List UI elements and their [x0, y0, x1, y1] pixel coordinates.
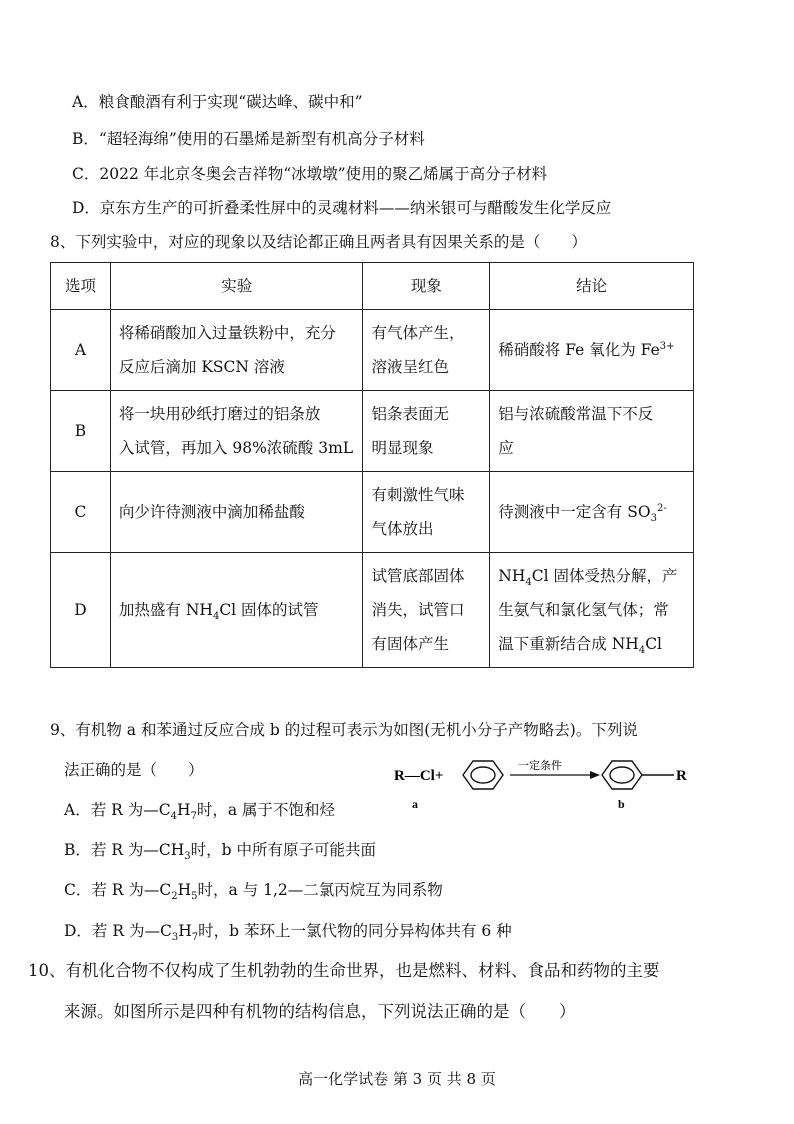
text-part: 时，b 中所有原子可能共面 — [190, 841, 377, 859]
table-row — [51, 391, 694, 472]
cell-line: 试管底部固体 — [371, 567, 465, 585]
formula-subscript: 2 — [171, 891, 178, 903]
text-part: Cl 固体的试管 — [219, 601, 319, 619]
q9-option-a — [64, 800, 336, 823]
row-phenomenon — [363, 553, 490, 668]
row-phenomenon — [363, 310, 490, 391]
q7-option-d: D．京东方生产的可折叠柔性屏中的灵魂材料——纳米银可与醋酸发生化学反应 — [72, 199, 612, 217]
text-part: Cl — [645, 635, 663, 653]
text-part: H — [176, 801, 191, 819]
reaction-scheme — [392, 756, 692, 816]
row-phenomenon — [363, 391, 490, 472]
cell-line: 消失，试管口 — [371, 601, 465, 619]
cell-line: 铝条表面无 — [371, 405, 449, 423]
row-phenomenon — [363, 472, 490, 553]
reaction-arrow-icon — [510, 771, 600, 779]
reaction-condition: 一定条件 — [518, 759, 562, 772]
table-row — [51, 310, 694, 391]
benzene-ring-icon — [463, 761, 503, 789]
text-part: H — [178, 922, 192, 940]
formula-subscript: 7 — [190, 811, 197, 823]
cell-line: 明显现象 — [371, 439, 434, 457]
text-part: Cl 固体受热分解，产 — [531, 567, 678, 585]
text-part: 时，b 苯环上一氯代物的同分异构体共有 6 种 — [198, 922, 512, 940]
row-option: C — [51, 472, 111, 553]
conclusion-text: 待测液中一定含有 SO — [498, 503, 651, 521]
charge-superscript: 3+ — [659, 340, 675, 352]
row-conclusion — [490, 472, 694, 553]
text-part: 时，a 与 1,2—二氯丙烷互为同系物 — [197, 881, 443, 899]
header-option: 选项 — [51, 263, 111, 310]
label-b: b — [618, 797, 625, 811]
conclusion-text: 稀硝酸将 Fe 氧化为 Fe — [498, 341, 660, 359]
formula-subscript: 3 — [184, 851, 191, 863]
formula-subscript: 5 — [191, 891, 198, 903]
cell-line: 应 — [498, 439, 514, 457]
cell-line — [498, 559, 685, 593]
row-experiment — [110, 310, 363, 391]
formula-subscript: 3 — [171, 932, 179, 944]
cell-line: 将稀硝酸加入过量铁粉中，充分 — [118, 324, 336, 342]
formula-subscript: 3 — [650, 513, 657, 525]
row-option: B — [51, 391, 111, 472]
text-part: NH — [498, 567, 526, 585]
row-conclusion — [490, 553, 694, 668]
q8-stem: 8、下列实验中，对应的现象以及结论都正确且两者具有因果关系的是（ ） — [50, 233, 587, 251]
row-option: A — [51, 310, 111, 391]
product-r-group: R — [676, 768, 687, 784]
cell-line: 有刺激性气味 — [371, 486, 465, 504]
formula-subscript: 4 — [212, 611, 220, 623]
q8-table — [50, 262, 694, 668]
q9-option-d — [64, 921, 512, 944]
text-part: H — [177, 881, 192, 899]
table-row — [51, 472, 694, 553]
cell-line — [498, 627, 685, 661]
label-a: a — [412, 797, 418, 811]
row-experiment — [110, 391, 363, 472]
q7-option-c: C．2022 年北京冬奥会吉祥物“冰墩墩”使用的聚乙烯属于高分子材料 — [72, 165, 548, 183]
text-part: A．若 R 为—C — [64, 801, 171, 819]
table-header-row — [51, 263, 694, 310]
cell-line: 溶液呈红色 — [371, 358, 449, 376]
q9-option-b — [64, 840, 377, 863]
cell-line: 将一块用砂纸打磨过的铝条放 — [118, 405, 321, 423]
cell-line: 生氨气和氯化氢气体；常 — [498, 601, 669, 619]
text-part: B．若 R 为—CH — [64, 841, 185, 859]
table-row — [51, 553, 694, 668]
text-part: 时，a 属于不饱和烃 — [196, 801, 336, 819]
cell-line: 有固体产生 — [371, 635, 449, 653]
formula-subscript: 4 — [170, 811, 177, 823]
cell-line: 有气体产生， — [371, 324, 465, 342]
q10-line2: 来源。如图所示是四种有机物的结构信息，下列说法正确的是（ ） — [64, 1002, 576, 1021]
header-experiment: 实验 — [110, 263, 363, 310]
q9-option-c — [64, 880, 443, 903]
charge-superscript: 2- — [656, 502, 667, 514]
text-part: 加热盛有 NH — [118, 601, 213, 619]
text-part: C．若 R 为—C — [64, 881, 172, 899]
row-option: D — [51, 553, 111, 668]
row-conclusion — [490, 391, 694, 472]
cell-line: 入试管，再加入 98%浓硫酸 3mL — [118, 439, 354, 457]
header-phenomenon: 现象 — [363, 263, 490, 310]
text-part: 温下重新结合成 NH — [498, 635, 639, 653]
reactant-text: R—Cl+ — [394, 768, 444, 784]
formula-subscript: 4 — [525, 577, 532, 589]
q9-stem-line2: 法正确的是（ ） — [64, 761, 204, 779]
q9-stem-line1: 9、有机物 a 和苯通过反应合成 b 的过程可表示为如图(无机小分子产物略去)。下列说 — [50, 721, 638, 739]
cell-line: 反应后滴加 KSCN 溶液 — [118, 358, 285, 376]
q7-option-a: A．粮食酿酒有利于实现“碳达峰、碳中和” — [72, 93, 363, 111]
cell-line: 铝与浓硫酸常温下不反 — [498, 405, 654, 423]
row-experiment — [110, 553, 363, 668]
text-part: D．若 R 为—C — [64, 922, 172, 940]
benzene-ring-icon — [602, 761, 674, 789]
q10-line1: 10、有机化合物不仅构成了生机勃勃的生命世界，也是燃料、材料、食品和药物的主要 — [28, 961, 660, 980]
q7-option-b: B．“超轻海绵”使用的石墨烯是新型有机高分子材料 — [72, 130, 425, 148]
cell-line: 气体放出 — [371, 520, 434, 538]
row-conclusion — [490, 310, 694, 391]
header-conclusion: 结论 — [490, 263, 694, 310]
row-experiment: 向少许待测液中滴加稀盐酸 — [110, 472, 363, 553]
formula-subscript: 4 — [638, 645, 646, 657]
page-footer: 高一化学试卷 第 3 页 共 8 页 — [298, 1070, 496, 1088]
formula-subscript: 7 — [191, 932, 199, 944]
